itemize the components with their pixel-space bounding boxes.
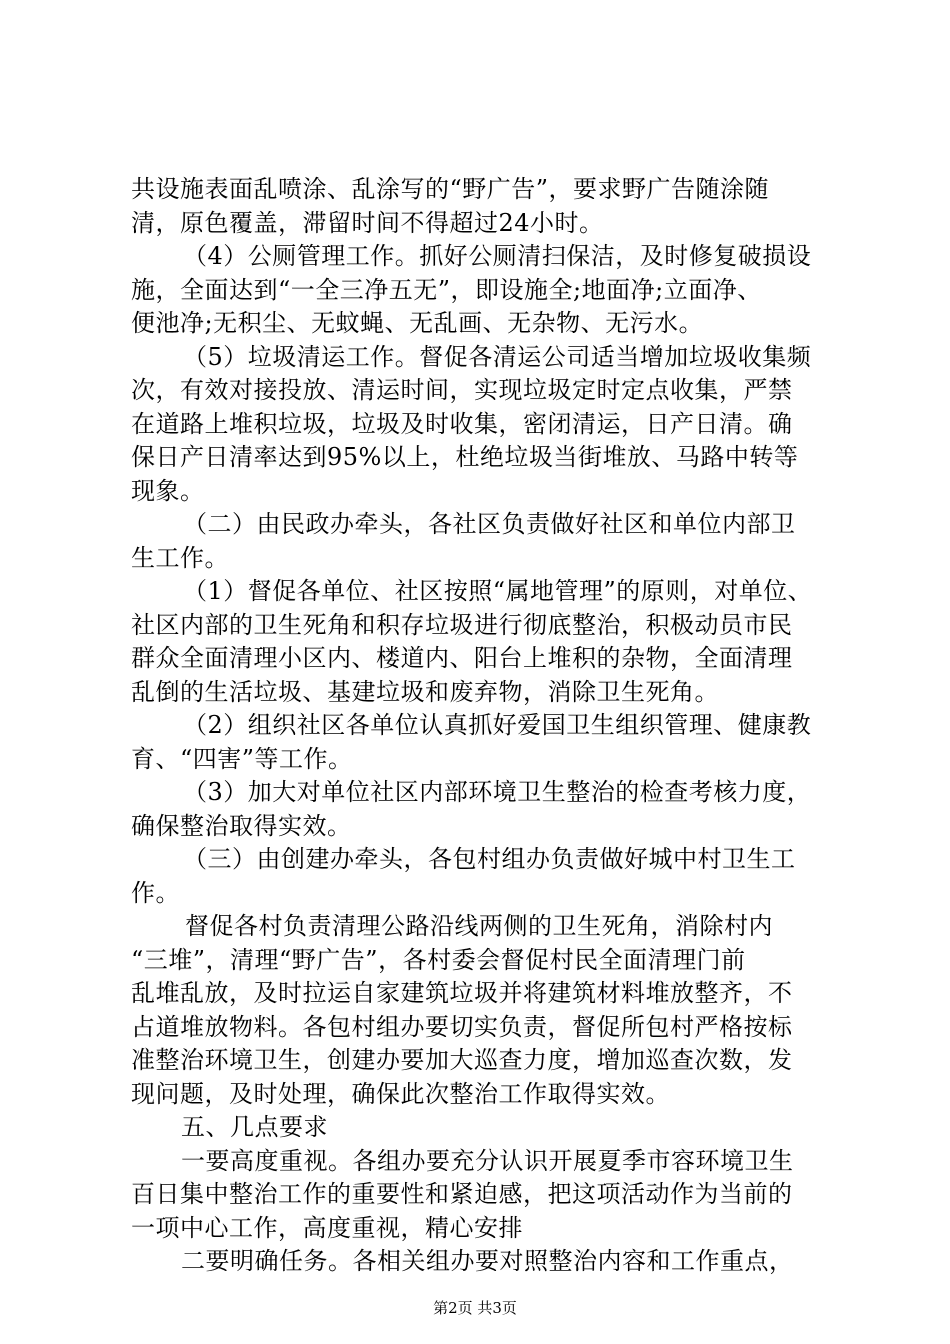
text-line: 督促各村负责清理公路沿线两侧的卫生死角，消除村内 [185,912,773,940]
text-line: 准整治环境卫生，创建办要加大巡查力度，增加巡查次数，发 [131,1046,793,1074]
text-line: 社区内部的卫生死角和积存垃圾进行彻底整治，积极动员市民 [131,611,793,639]
text-line: 在道路上堆积垃圾，垃圾及时收集，密闭清运，日产日清。确 [131,410,793,438]
text-line: 共设施表面乱喷涂、乱涂写的“野广告”，要求野广告随涂随 [131,175,770,203]
section-heading: 五、几点要求 [181,1113,328,1141]
page-number-footer: 第2页 共3页 [433,1299,517,1317]
text-line: （4）公厕管理工作。抓好公厕清扫保洁，及时修复破损设 [183,242,812,270]
text-line: 一项中心工作，高度重视，精心安排 [131,1214,523,1242]
text-line: 作。 [131,879,180,907]
text-line: 保日产日清率达到95%以上，杜绝垃圾当街堆放、马路中转等 [131,443,799,471]
text-line: “三堆”，清理“野广告”，各村委会督促村民全面清理门前 [131,946,746,974]
text-line: 群众全面清理小区内、楼道内、阳台上堆积的杂物，全面清理 [131,644,793,672]
text-line: 一要高度重视。各组办要充分认识开展夏季市容环境卫生 [181,1147,794,1175]
text-line: （2）组织社区各单位认真抓好爱国卫生组织管理、健康教 [183,711,812,739]
text-line: 乱倒的生活垃圾、基建垃圾和废弃物，消除卫生死角。 [131,678,719,706]
text-line: 育、“四害”等工作。 [131,745,353,773]
text-line: 现问题，及时处理，确保此次整治工作取得实效。 [131,1080,670,1108]
text-line: 确保整治取得实效。 [131,812,352,840]
text-line: 占道堆放物料。各包村组办要切实负责，督促所包村严格按标 [131,1013,793,1041]
text-line: 现象。 [131,477,205,505]
text-line: （5）垃圾清运工作。督促各清运公司适当增加垃圾收集频 [183,343,812,371]
text-line: （1）督促各单位、社区按照“属地管理”的原则，对单位、 [183,577,813,605]
text-line: （二）由民政办牵头，各社区负责做好社区和单位内部卫 [183,510,796,538]
text-line: （3）加大对单位社区内部环境卫生整治的检查考核力度， [183,778,812,806]
text-line: （三）由创建办牵头，各包村组办负责做好城中村卫生工 [183,845,796,873]
text-line: 乱堆乱放，及时拉运自家建筑垃圾并将建筑材料堆放整齐，不 [131,979,793,1007]
text-line: 清，原色覆盖，滞留时间不得超过24小时。 [131,209,604,237]
text-line: 生工作。 [131,544,229,572]
text-line: 便池净;无积尘、无蚊蝇、无乱画、无杂物、无污水。 [131,309,704,337]
text-line: 施，全面达到“一全三净五无”，即设施全;地面净;立面净、 [131,276,762,304]
text-line: 次，有效对接投放、清运时间，实现垃圾定时定点收集，严禁 [131,376,793,404]
text-line: 二要明确任务。各相关组办要对照整治内容和工作重点， [181,1247,794,1275]
text-line: 百日集中整治工作的重要性和紧迫感，把这项活动作为当前的 [131,1180,793,1208]
